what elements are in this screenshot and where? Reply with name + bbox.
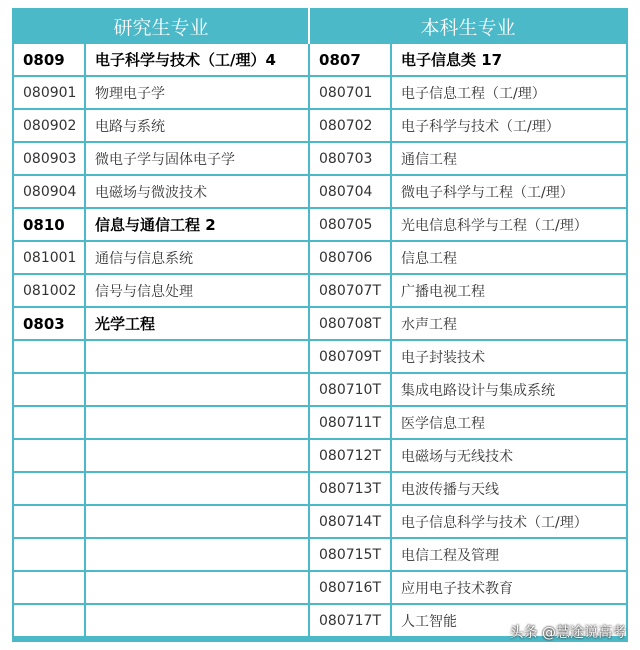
graduate-code-cell: 0809 [14, 44, 86, 77]
graduate-name-cell: 光学工程 [86, 308, 310, 341]
undergraduate-name-cell: 通信工程 [392, 143, 626, 176]
undergraduate-code-cell: 080706 [310, 242, 392, 275]
undergraduate-name-cell: 电子科学与技术（工/理） [392, 110, 626, 143]
graduate-code-cell [14, 506, 86, 539]
graduate-name-cell [86, 605, 310, 638]
watermark-text: 头条 @慧途说高考 [509, 625, 626, 641]
graduate-code-cell [14, 539, 86, 572]
graduate-name-cell [86, 506, 310, 539]
header-row [14, 8, 626, 44]
undergraduate-code-cell: 080705 [310, 209, 392, 242]
graduate-code-cell [14, 341, 86, 374]
undergraduate-name-cell: 水声工程 [392, 308, 626, 341]
undergraduate-code-cell: 080703 [310, 143, 392, 176]
graduate-name-cell: 信号与信息处理 [86, 275, 310, 308]
undergraduate-code-cell: 080715T [310, 539, 392, 572]
table-row [14, 77, 626, 110]
undergraduate-name-cell: 微电子科学与工程（工/理） [392, 176, 626, 209]
table-row [14, 374, 626, 407]
undergraduate-code-cell: 0807 [310, 44, 392, 77]
graduate-name-cell [86, 374, 310, 407]
graduate-name-cell: 物理电子学 [86, 77, 310, 110]
graduate-name-cell: 电子科学与技术（工/理）4 [86, 44, 310, 77]
table-row [14, 176, 626, 209]
table-frame [12, 8, 628, 642]
table-row [14, 143, 626, 176]
undergraduate-code-cell: 080716T [310, 572, 392, 605]
undergraduate-name-cell: 电磁场与无线技术 [392, 440, 626, 473]
graduate-name-cell [86, 341, 310, 374]
undergraduate-name-cell: 电子信息工程（工/理） [392, 77, 626, 110]
graduate-name-cell: 电路与系统 [86, 110, 310, 143]
undergraduate-name-cell: 应用电子技术教育 [392, 572, 626, 605]
graduate-name-cell [86, 440, 310, 473]
graduate-code-cell [14, 473, 86, 506]
graduate-header: 研究生专业 [14, 8, 310, 44]
graduate-code-cell [14, 440, 86, 473]
graduate-code-cell: 081002 [14, 275, 86, 308]
undergraduate-code-cell: 080710T [310, 374, 392, 407]
graduate-code-cell: 080904 [14, 176, 86, 209]
undergraduate-name-cell: 人工智能 [392, 605, 626, 638]
undergraduate-header: 本科生专业 [310, 8, 626, 44]
table-row [14, 539, 626, 572]
table-row [14, 473, 626, 506]
table-row [14, 572, 626, 605]
table-row [14, 506, 626, 539]
undergraduate-name-cell: 广播电视工程 [392, 275, 626, 308]
undergraduate-code-cell: 080701 [310, 77, 392, 110]
graduate-code-cell: 0810 [14, 209, 86, 242]
graduate-code-cell: 081001 [14, 242, 86, 275]
undergraduate-name-cell: 电子封装技术 [392, 341, 626, 374]
table-row [14, 275, 626, 308]
graduate-name-cell: 电磁场与微波技术 [86, 176, 310, 209]
graduate-code-cell: 0803 [14, 308, 86, 341]
table-row [14, 209, 626, 242]
table-row [14, 308, 626, 341]
undergraduate-code-cell: 080711T [310, 407, 392, 440]
table-row [14, 341, 626, 374]
undergraduate-code-cell: 080714T [310, 506, 392, 539]
undergraduate-code-cell: 080712T [310, 440, 392, 473]
undergraduate-name-cell: 电子信息类 17 [392, 44, 626, 77]
graduate-code-cell: 080902 [14, 110, 86, 143]
table-body [14, 44, 626, 638]
graduate-code-cell: 080901 [14, 77, 86, 110]
undergraduate-name-cell: 光电信息科学与工程（工/理） [392, 209, 626, 242]
graduate-code-cell [14, 407, 86, 440]
graduate-name-cell: 微电子学与固体电子学 [86, 143, 310, 176]
undergraduate-code-cell: 080707T [310, 275, 392, 308]
graduate-code-cell [14, 374, 86, 407]
graduate-name-cell: 通信与信息系统 [86, 242, 310, 275]
graduate-name-cell [86, 539, 310, 572]
undergraduate-name-cell: 电波传播与天线 [392, 473, 626, 506]
undergraduate-name-cell: 医学信息工程 [392, 407, 626, 440]
graduate-name-cell [86, 407, 310, 440]
major-table [14, 8, 626, 638]
graduate-name-cell: 信息与通信工程 2 [86, 209, 310, 242]
undergraduate-code-cell: 080704 [310, 176, 392, 209]
graduate-code-cell [14, 572, 86, 605]
undergraduate-name-cell: 集成电路设计与集成系统 [392, 374, 626, 407]
graduate-name-cell [86, 572, 310, 605]
undergraduate-code-cell: 080717T [310, 605, 392, 638]
table-row [14, 440, 626, 473]
table-row [14, 44, 626, 77]
table-row [14, 110, 626, 143]
undergraduate-code-cell: 080708T [310, 308, 392, 341]
graduate-name-cell [86, 473, 310, 506]
graduate-code-cell [14, 605, 86, 638]
undergraduate-name-cell: 电信工程及管理 [392, 539, 626, 572]
undergraduate-name-cell: 电子信息科学与技术（工/理） [392, 506, 626, 539]
table-row [14, 242, 626, 275]
graduate-code-cell: 080903 [14, 143, 86, 176]
undergraduate-code-cell: 080713T [310, 473, 392, 506]
table-row [14, 407, 626, 440]
undergraduate-name-cell: 信息工程 [392, 242, 626, 275]
undergraduate-code-cell: 080702 [310, 110, 392, 143]
undergraduate-code-cell: 080709T [310, 341, 392, 374]
